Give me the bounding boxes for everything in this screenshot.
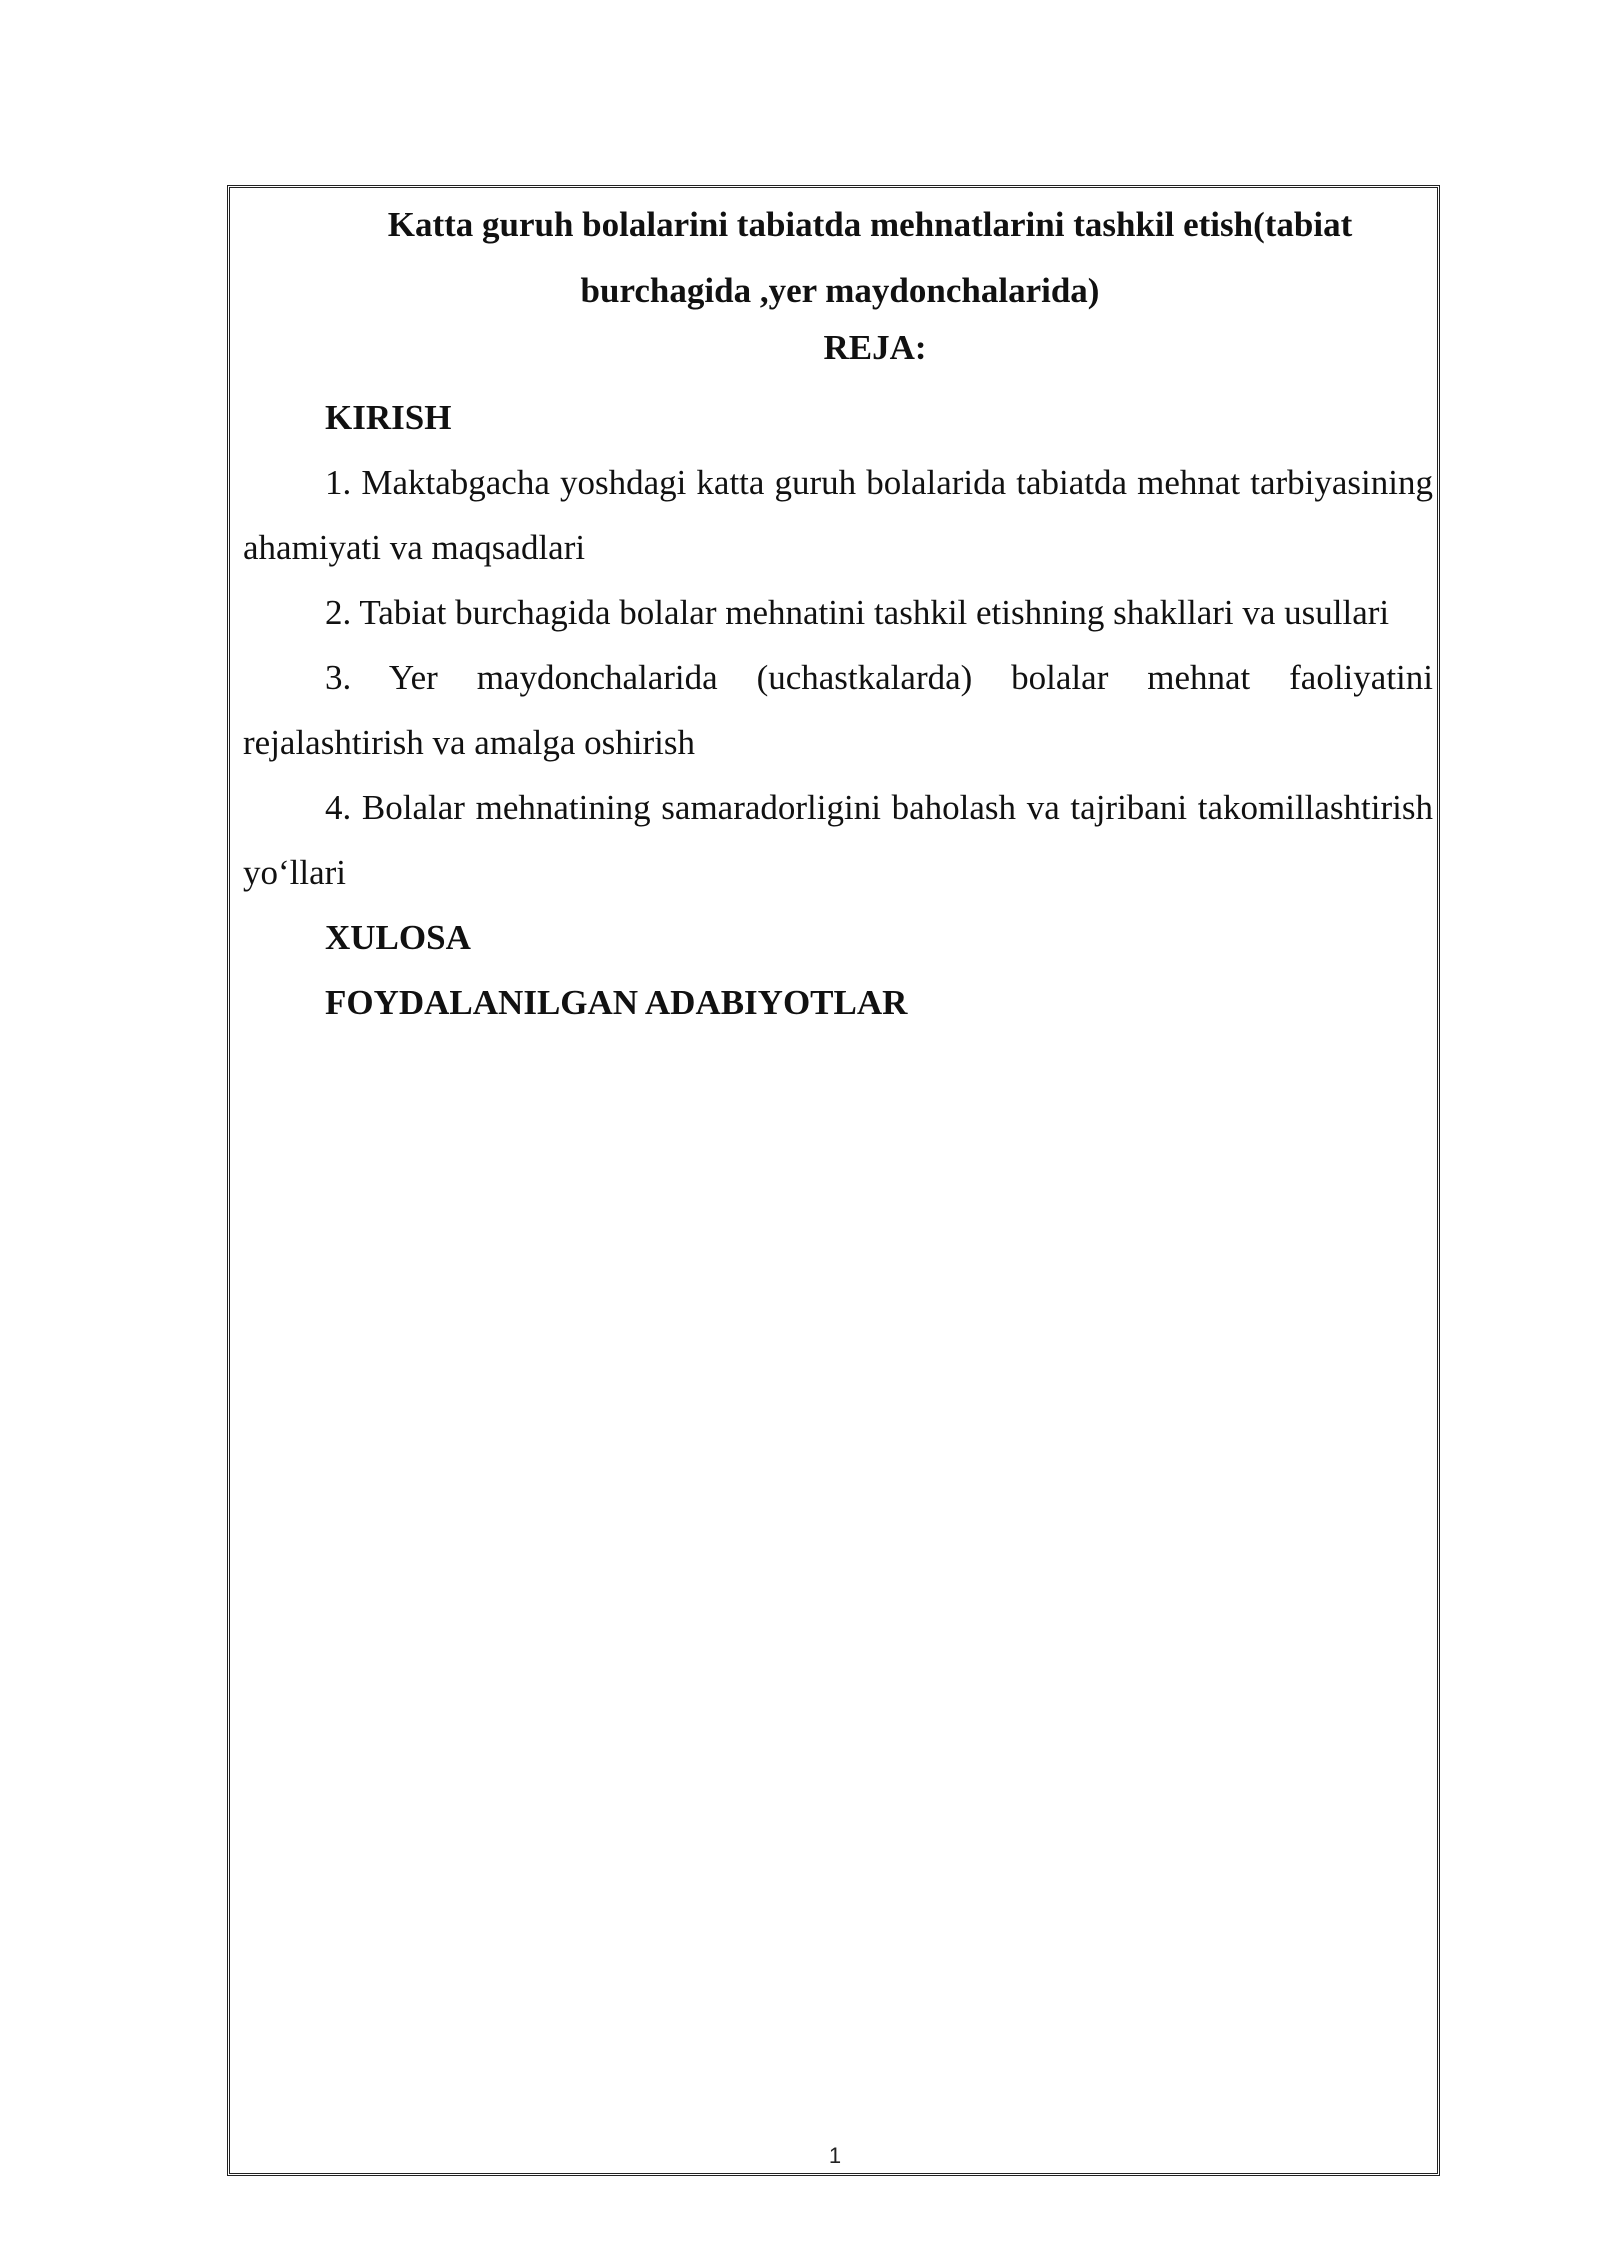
plan-item-4: 4. Bolalar mehnatining samaradorligini baholash va tajribani takomillashtirish yo‘llari xyxy=(243,788,1433,892)
plan-item-1: 1. Maktabgacha yoshdagi katta guruh bolalarida tabiatda mehnat tarbiyasining ahamiyati va maqsadlari xyxy=(243,463,1433,567)
plan-content xyxy=(243,385,1433,1035)
document-title-line-1: Katta guruh bolalarini tabiatda mehnatlarini tashkil etish(tabiat xyxy=(387,205,1353,244)
plan-heading: REJA: xyxy=(823,328,927,367)
page-number: 1 xyxy=(828,2143,842,2168)
document-title xyxy=(250,192,1430,324)
introduction-heading: KIRISH xyxy=(325,398,452,437)
conclusion-heading: XULOSA xyxy=(325,918,471,957)
references-heading: FOYDALANILGAN ADABIYOTLAR xyxy=(325,983,908,1022)
plan-item-2: 2. Tabiat burchagida bolalar mehnatini tashkil etishning shakllari va usullari xyxy=(325,593,1390,632)
plan-item-3: 3. Yer maydonchalarida (uchastkalarda) bolalar mehnat faoliyatini rejalashtirish va amalga oshirish xyxy=(243,658,1433,762)
document-title-line-2: burchagida ,yer maydonchalarida) xyxy=(580,271,1100,310)
